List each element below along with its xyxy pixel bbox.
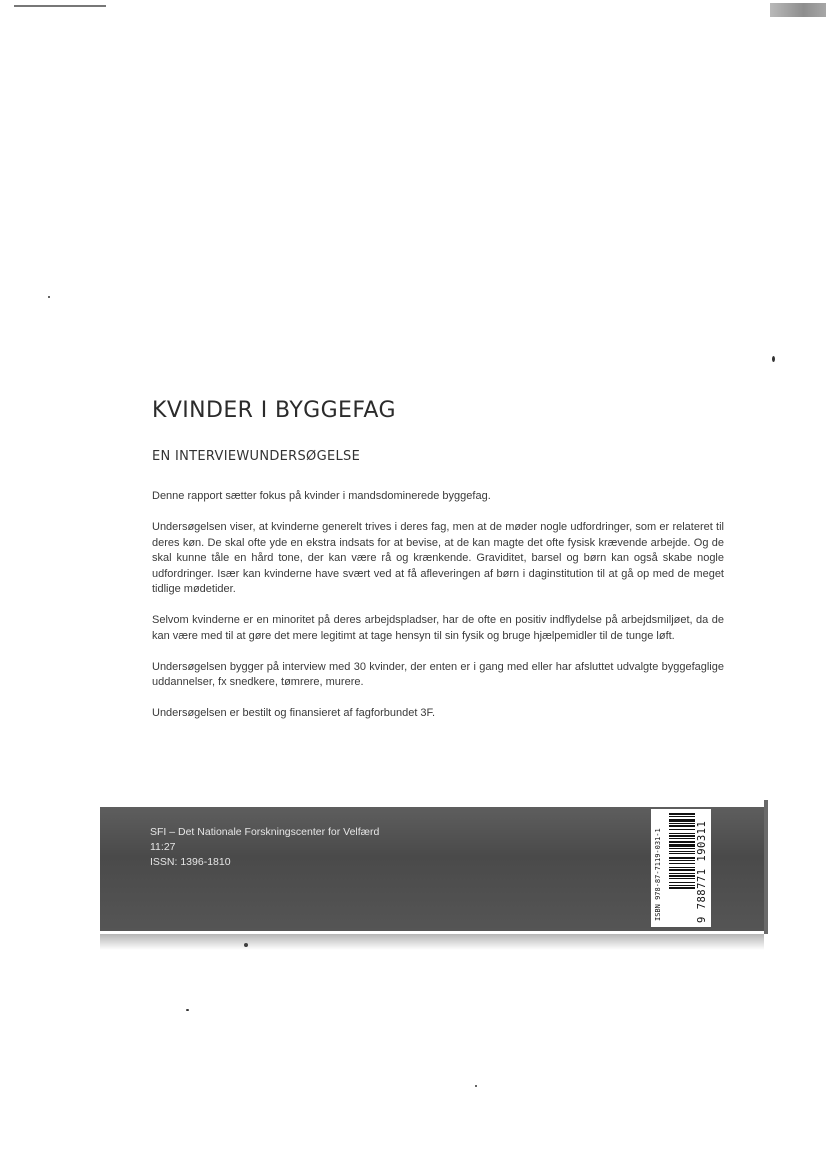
isbn-barcode: [651, 809, 711, 927]
cover-edge: [764, 800, 768, 934]
scan-speck: [48, 296, 50, 298]
publisher-name: SFI – Det Nationale Forskningscenter for Velfærd: [150, 826, 380, 838]
report-number: 11:27: [150, 841, 176, 853]
scan-speck: [772, 356, 775, 362]
publisher-info: [150, 825, 379, 870]
barcode-number: 9 788771 190311: [696, 820, 708, 923]
cover-shadow: [100, 934, 764, 950]
scan-edge-mark: [14, 5, 106, 7]
summary-paragraph: Undersøgelsen bygger på interview med 30 kvinder, der enten er i gang med eller har afsluttet udvalgte byggefaglige uddannelser, fx snedkere, tømrere, murere.: [152, 660, 724, 688]
scan-speck: [475, 1085, 477, 1087]
summary-paragraph: Undersøgelsen er bestilt og finansieret af fagforbundet 3F.: [152, 707, 436, 719]
report-back-cover: [100, 340, 764, 934]
scan-corner-mark: [770, 3, 826, 17]
barcode-bars-graphic: [669, 813, 695, 919]
report-subtitle: EN INTERVIEWUNDERSØGELSE: [152, 449, 361, 464]
summary-text: [152, 489, 724, 737]
publisher-band: [100, 807, 764, 931]
barcode-isbn-label: ISBN 978-87-7119-031-1: [654, 828, 662, 921]
summary-paragraph: Selvom kvinderne er en minoritet på deres arbejdspladser, har de ofte en positiv indflydelse på arbejdsmiljøet, da de kan være med til at gøre det mere legitimt at tage hensyn til sin fysik og bruge hjælpemidler til de tunge løft.: [152, 614, 724, 642]
summary-paragraph: Undersøgelsen viser, at kvinderne generelt trives i deres fag, men at de møder nogle udfordringer, som er relateret til deres køn. De skal ofte yde en ekstra indsats for at bevise, at de kan magte det ofte fysisk krævende arbejde. Og de skal kunne tåle en hård tone, der kan være rå og krænkende. Graviditet, barsel og børn kan også skabe nogle udfordringer. Især kan kvinderne have svært ved at få afleveringen af børn i daginstitution til at gå op med de meget tidlige mødetider.: [152, 521, 724, 595]
scan-speck: [186, 1009, 189, 1011]
report-title: KVINDER I BYGGEFAG: [152, 398, 396, 423]
issn-number: ISSN: 1396-1810: [150, 856, 231, 868]
summary-paragraph: Denne rapport sætter fokus på kvinder i mandsdominerede byggefag.: [152, 490, 491, 502]
